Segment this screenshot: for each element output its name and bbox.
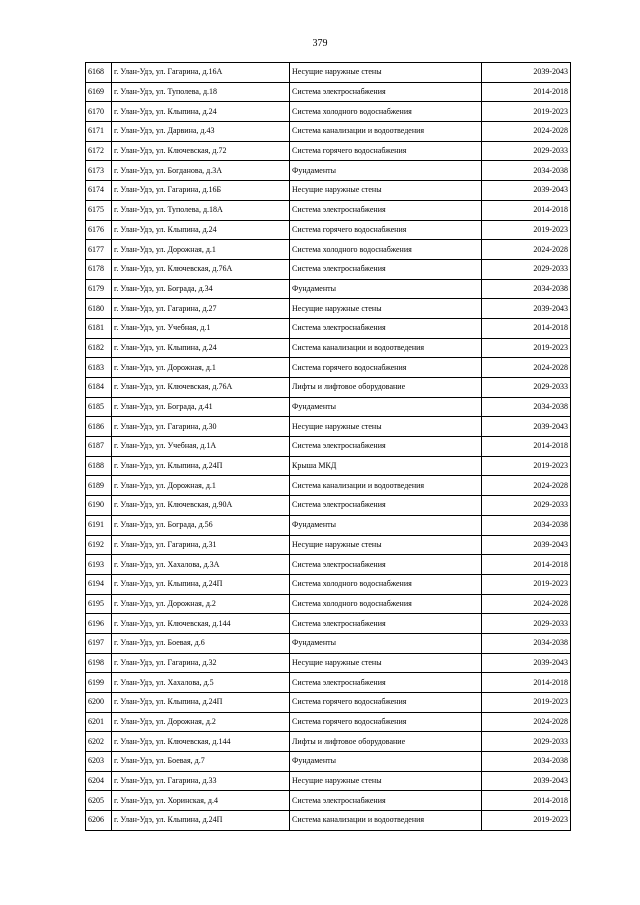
system-cell: Система электроснабжения xyxy=(290,259,482,279)
address-cell: г. Улан-Удэ, ул. Туполева, д.18 xyxy=(112,82,290,102)
address-cell: г. Улан-Удэ, ул. Гагарина, д.16А xyxy=(112,63,290,83)
table-row xyxy=(86,771,571,791)
table-row xyxy=(86,535,571,555)
period-cell: 2034-2038 xyxy=(482,279,571,299)
period-cell: 2019-2023 xyxy=(482,102,571,122)
system-cell: Система горячего водоснабжения xyxy=(290,141,482,161)
period-cell: 2029-2033 xyxy=(482,259,571,279)
row-number-cell: 6174 xyxy=(86,181,112,201)
period-cell: 2039-2043 xyxy=(482,771,571,791)
address-cell: г. Улан-Удэ, ул. Боевая, д.6 xyxy=(112,633,290,653)
system-cell: Фундаменты xyxy=(290,633,482,653)
address-cell: г. Улан-Удэ, ул. Клыпина, д.24 xyxy=(112,220,290,240)
period-cell: 2024-2028 xyxy=(482,476,571,496)
system-cell: Система электроснабжения xyxy=(290,791,482,811)
address-cell: г. Улан-Удэ, ул. Гагарина, д.16Б xyxy=(112,181,290,201)
row-number-cell: 6190 xyxy=(86,496,112,516)
system-cell: Система электроснабжения xyxy=(290,673,482,693)
system-cell: Система электроснабжения xyxy=(290,496,482,516)
row-number-cell: 6199 xyxy=(86,673,112,693)
table-row xyxy=(86,220,571,240)
period-cell: 2014-2018 xyxy=(482,82,571,102)
system-cell: Крыша МКД xyxy=(290,456,482,476)
row-number-cell: 6205 xyxy=(86,791,112,811)
address-cell: г. Улан-Удэ, ул. Хахалова, д.5 xyxy=(112,673,290,693)
address-cell: г. Улан-Удэ, ул. Клыпина, д.24П xyxy=(112,811,290,831)
system-cell: Система холодного водоснабжения xyxy=(290,594,482,614)
system-cell: Система холодного водоснабжения xyxy=(290,574,482,594)
registry-table-body xyxy=(86,63,571,831)
table-row xyxy=(86,122,571,142)
period-cell: 2014-2018 xyxy=(482,318,571,338)
row-number-cell: 6202 xyxy=(86,732,112,752)
page-number: 379 xyxy=(312,38,328,49)
system-cell: Несущие наружные стены xyxy=(290,63,482,83)
row-number-cell: 6176 xyxy=(86,220,112,240)
period-cell: 2034-2038 xyxy=(482,515,571,535)
address-cell: г. Улан-Удэ, ул. Гагарина, д.32 xyxy=(112,653,290,673)
table-row xyxy=(86,358,571,378)
address-cell: г. Улан-Удэ, ул. Дарвина, д.43 xyxy=(112,122,290,142)
system-cell: Фундаменты xyxy=(290,279,482,299)
system-cell: Фундаменты xyxy=(290,161,482,181)
table-row xyxy=(86,594,571,614)
table-row xyxy=(86,318,571,338)
system-cell: Несущие наружные стены xyxy=(290,299,482,319)
system-cell: Система холодного водоснабжения xyxy=(290,102,482,122)
system-cell: Система канализации и водоотведения xyxy=(290,122,482,142)
period-cell: 2029-2033 xyxy=(482,496,571,516)
row-number-cell: 6187 xyxy=(86,437,112,457)
address-cell: г. Улан-Удэ, ул. Клыпина, д.24 xyxy=(112,338,290,358)
address-cell: г. Улан-Удэ, ул. Боевая, д.7 xyxy=(112,752,290,772)
system-cell: Система электроснабжения xyxy=(290,555,482,575)
table-row xyxy=(86,811,571,831)
table-row xyxy=(86,614,571,634)
table-row xyxy=(86,791,571,811)
row-number-cell: 6204 xyxy=(86,771,112,791)
period-cell: 2014-2018 xyxy=(482,200,571,220)
table-row xyxy=(86,161,571,181)
address-cell: г. Улан-Удэ, ул. Гагарина, д.31 xyxy=(112,535,290,555)
period-cell: 2034-2038 xyxy=(482,161,571,181)
row-number-cell: 6193 xyxy=(86,555,112,575)
table-row xyxy=(86,259,571,279)
address-cell: г. Улан-Удэ, ул. Учебная, д.1А xyxy=(112,437,290,457)
row-number-cell: 6197 xyxy=(86,633,112,653)
period-cell: 2039-2043 xyxy=(482,63,571,83)
table-row xyxy=(86,574,571,594)
address-cell: г. Улан-Удэ, ул. Клыпина, д.24П xyxy=(112,574,290,594)
system-cell: Система электроснабжения xyxy=(290,318,482,338)
period-cell: 2039-2043 xyxy=(482,653,571,673)
table-row xyxy=(86,141,571,161)
period-cell: 2034-2038 xyxy=(482,633,571,653)
table-row xyxy=(86,456,571,476)
system-cell: Несущие наружные стены xyxy=(290,417,482,437)
system-cell: Система электроснабжения xyxy=(290,82,482,102)
table-row xyxy=(86,200,571,220)
system-cell: Несущие наружные стены xyxy=(290,653,482,673)
address-cell: г. Улан-Удэ, ул. Бограда, д.34 xyxy=(112,279,290,299)
period-cell: 2029-2033 xyxy=(482,141,571,161)
table-row xyxy=(86,240,571,260)
period-cell: 2024-2028 xyxy=(482,712,571,732)
system-cell: Система электроснабжения xyxy=(290,437,482,457)
table-row xyxy=(86,673,571,693)
row-number-cell: 6175 xyxy=(86,200,112,220)
period-cell: 2024-2028 xyxy=(482,358,571,378)
address-cell: г. Улан-Удэ, ул. Гагарина, д.30 xyxy=(112,417,290,437)
address-cell: г. Улан-Удэ, ул. Клыпина, д.24П xyxy=(112,693,290,713)
period-cell: 2024-2028 xyxy=(482,594,571,614)
row-number-cell: 6196 xyxy=(86,614,112,634)
system-cell: Система горячего водоснабжения xyxy=(290,693,482,713)
system-cell: Лифты и лифтовое оборудование xyxy=(290,732,482,752)
row-number-cell: 6186 xyxy=(86,417,112,437)
row-number-cell: 6173 xyxy=(86,161,112,181)
row-number-cell: 6198 xyxy=(86,653,112,673)
table-row xyxy=(86,181,571,201)
address-cell: г. Улан-Удэ, ул. Клыпина, д.24 xyxy=(112,102,290,122)
table-row xyxy=(86,417,571,437)
system-cell: Система электроснабжения xyxy=(290,614,482,634)
period-cell: 2024-2028 xyxy=(482,240,571,260)
period-cell: 2039-2043 xyxy=(482,299,571,319)
row-number-cell: 6200 xyxy=(86,693,112,713)
row-number-cell: 6178 xyxy=(86,259,112,279)
row-number-cell: 6206 xyxy=(86,811,112,831)
system-cell: Система горячего водоснабжения xyxy=(290,712,482,732)
system-cell: Система канализации и водоотведения xyxy=(290,476,482,496)
address-cell: г. Улан-Удэ, ул. Хоринская, д.4 xyxy=(112,791,290,811)
address-cell: г. Улан-Удэ, ул. Богданова, д.3А xyxy=(112,161,290,181)
row-number-cell: 6170 xyxy=(86,102,112,122)
row-number-cell: 6168 xyxy=(86,63,112,83)
period-cell: 2029-2033 xyxy=(482,732,571,752)
row-number-cell: 6179 xyxy=(86,279,112,299)
row-number-cell: 6195 xyxy=(86,594,112,614)
row-number-cell: 6182 xyxy=(86,338,112,358)
address-cell: г. Улан-Удэ, ул. Гагарина, д.27 xyxy=(112,299,290,319)
system-cell: Система горячего водоснабжения xyxy=(290,220,482,240)
address-cell: г. Улан-Удэ, ул. Ключевская, д.76А xyxy=(112,378,290,398)
address-cell: г. Улан-Удэ, ул. Хахалова, д.3А xyxy=(112,555,290,575)
table-row xyxy=(86,752,571,772)
period-cell: 2019-2023 xyxy=(482,811,571,831)
period-cell: 2019-2023 xyxy=(482,693,571,713)
address-cell: г. Улан-Удэ, ул. Учебная, д.1 xyxy=(112,318,290,338)
address-cell: г. Улан-Удэ, ул. Дорожная, д.2 xyxy=(112,712,290,732)
system-cell: Несущие наружные стены xyxy=(290,771,482,791)
table-row xyxy=(86,496,571,516)
period-cell: 2019-2023 xyxy=(482,456,571,476)
period-cell: 2039-2043 xyxy=(482,181,571,201)
table-row xyxy=(86,63,571,83)
address-cell: г. Улан-Удэ, ул. Бограда, д.41 xyxy=(112,397,290,417)
period-cell: 2014-2018 xyxy=(482,555,571,575)
row-number-cell: 6192 xyxy=(86,535,112,555)
table-row xyxy=(86,279,571,299)
address-cell: г. Улан-Удэ, ул. Дорожная, д.2 xyxy=(112,594,290,614)
table-row xyxy=(86,378,571,398)
system-cell: Несущие наружные стены xyxy=(290,181,482,201)
system-cell: Система канализации и водоотведения xyxy=(290,338,482,358)
address-cell: г. Улан-Удэ, ул. Ключевская, д.76А xyxy=(112,259,290,279)
table-row xyxy=(86,476,571,496)
system-cell: Несущие наружные стены xyxy=(290,535,482,555)
period-cell: 2034-2038 xyxy=(482,752,571,772)
row-number-cell: 6201 xyxy=(86,712,112,732)
system-cell: Фундаменты xyxy=(290,752,482,772)
system-cell: Система холодного водоснабжения xyxy=(290,240,482,260)
period-cell: 2029-2033 xyxy=(482,614,571,634)
system-cell: Система канализации и водоотведения xyxy=(290,811,482,831)
period-cell: 2019-2023 xyxy=(482,338,571,358)
period-cell: 2039-2043 xyxy=(482,417,571,437)
registry-table xyxy=(85,62,571,831)
table-row xyxy=(86,397,571,417)
system-cell: Лифты и лифтовое оборудование xyxy=(290,378,482,398)
row-number-cell: 6188 xyxy=(86,456,112,476)
period-cell: 2014-2018 xyxy=(482,791,571,811)
period-cell: 2024-2028 xyxy=(482,122,571,142)
row-number-cell: 6171 xyxy=(86,122,112,142)
row-number-cell: 6183 xyxy=(86,358,112,378)
address-cell: г. Улан-Удэ, ул. Ключевская, д.72 xyxy=(112,141,290,161)
table-row xyxy=(86,712,571,732)
row-number-cell: 6177 xyxy=(86,240,112,260)
row-number-cell: 6191 xyxy=(86,515,112,535)
table-row xyxy=(86,82,571,102)
system-cell: Фундаменты xyxy=(290,515,482,535)
table-row xyxy=(86,102,571,122)
address-cell: г. Улан-Удэ, ул. Туполева, д.18А xyxy=(112,200,290,220)
table-row xyxy=(86,693,571,713)
address-cell: г. Улан-Удэ, ул. Дорожная, д.1 xyxy=(112,476,290,496)
table-row xyxy=(86,555,571,575)
row-number-cell: 6184 xyxy=(86,378,112,398)
period-cell: 2019-2023 xyxy=(482,574,571,594)
table-row xyxy=(86,299,571,319)
period-cell: 2039-2043 xyxy=(482,535,571,555)
row-number-cell: 6180 xyxy=(86,299,112,319)
address-cell: г. Улан-Удэ, ул. Ключевская, д.144 xyxy=(112,614,290,634)
address-cell: г. Улан-Удэ, ул. Дорожная, д.1 xyxy=(112,358,290,378)
period-cell: 2014-2018 xyxy=(482,437,571,457)
row-number-cell: 6172 xyxy=(86,141,112,161)
address-cell: г. Улан-Удэ, ул. Ключевская, д.90А xyxy=(112,496,290,516)
address-cell: г. Улан-Удэ, ул. Бограда, д.56 xyxy=(112,515,290,535)
row-number-cell: 6169 xyxy=(86,82,112,102)
table-row xyxy=(86,732,571,752)
system-cell: Система электроснабжения xyxy=(290,200,482,220)
system-cell: Фундаменты xyxy=(290,397,482,417)
period-cell: 2029-2033 xyxy=(482,378,571,398)
row-number-cell: 6203 xyxy=(86,752,112,772)
row-number-cell: 6189 xyxy=(86,476,112,496)
address-cell: г. Улан-Удэ, ул. Гагарина, д.33 xyxy=(112,771,290,791)
table-row xyxy=(86,653,571,673)
table-row xyxy=(86,338,571,358)
address-cell: г. Улан-Удэ, ул. Дорожная, д.1 xyxy=(112,240,290,260)
period-cell: 2034-2038 xyxy=(482,397,571,417)
system-cell: Система горячего водоснабжения xyxy=(290,358,482,378)
period-cell: 2019-2023 xyxy=(482,220,571,240)
row-number-cell: 6185 xyxy=(86,397,112,417)
row-number-cell: 6194 xyxy=(86,574,112,594)
table-row xyxy=(86,437,571,457)
table-row xyxy=(86,515,571,535)
address-cell: г. Улан-Удэ, ул. Клыпина, д.24П xyxy=(112,456,290,476)
row-number-cell: 6181 xyxy=(86,318,112,338)
table-row xyxy=(86,633,571,653)
address-cell: г. Улан-Удэ, ул. Ключевская, д.144 xyxy=(112,732,290,752)
period-cell: 2014-2018 xyxy=(482,673,571,693)
